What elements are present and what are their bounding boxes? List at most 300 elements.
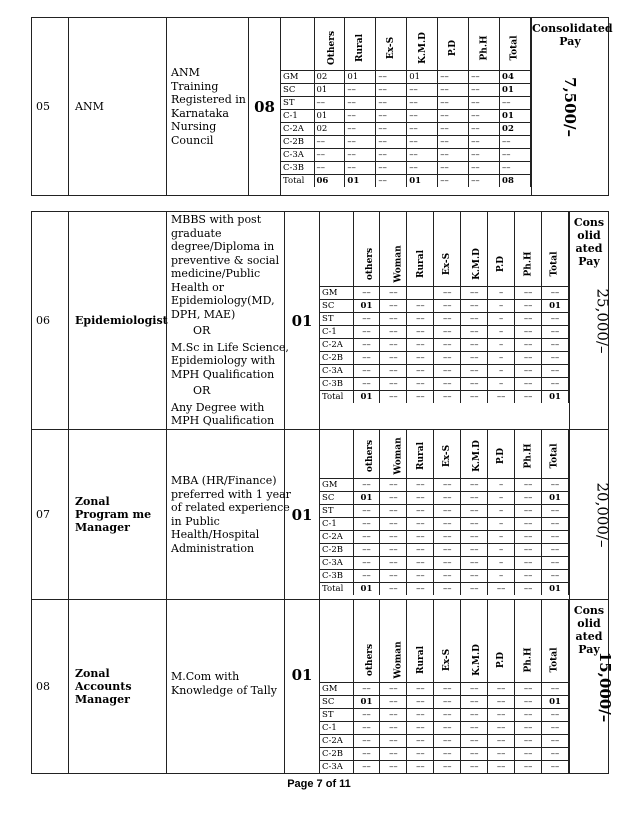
count-cell: ––	[461, 313, 488, 326]
column-header	[345, 18, 376, 71]
qualification-line: DPH, MAE)	[171, 307, 236, 321]
count-cell: ––	[434, 583, 461, 596]
count-cell: ––	[542, 313, 569, 326]
column-header-label: Woman	[394, 245, 405, 283]
pay-amount: 15,000/–	[596, 651, 615, 722]
post-section-05	[32, 18, 609, 196]
reservation-grid	[281, 18, 532, 196]
column-header	[407, 18, 438, 71]
post-name: Zonal Program me Manager	[69, 430, 167, 600]
count-cell: ––	[353, 544, 380, 557]
count-cell: 01	[407, 175, 438, 188]
column-header	[380, 430, 407, 479]
count-cell: ––	[376, 162, 407, 175]
column-header	[407, 430, 434, 479]
header-spacer	[320, 430, 353, 479]
count-cell: ––	[353, 505, 380, 518]
column-header-label: K.M.D	[472, 440, 483, 472]
count-cell: ––	[407, 544, 434, 557]
column-header	[500, 18, 531, 71]
post-section-08	[32, 600, 609, 774]
count-cell: ––	[438, 136, 469, 149]
category-label: GM	[320, 683, 353, 696]
count-cell: –	[488, 378, 515, 391]
count-cell: 01	[345, 175, 376, 188]
column-header-label: Ex-S	[442, 648, 453, 672]
column-header	[461, 212, 488, 287]
reservation-table	[320, 430, 569, 595]
count-cell: ––	[515, 352, 542, 365]
count-cell: ––	[407, 505, 434, 518]
count-cell: ––	[542, 378, 569, 391]
count-cell: ––	[515, 365, 542, 378]
count-cell: 01	[314, 110, 345, 123]
consolidated-pay	[570, 430, 612, 600]
column-header-label: Ph.H	[479, 35, 490, 61]
count-cell: 01	[314, 84, 345, 97]
pay-heading	[532, 22, 613, 48]
count-cell: ––	[353, 287, 380, 300]
qualification-line: Epidemiology(MD,	[171, 294, 275, 308]
qualification-line: preferred with 1 year	[171, 487, 291, 501]
category-row	[320, 378, 569, 391]
column-header	[438, 18, 469, 71]
count-cell: ––	[434, 544, 461, 557]
qualification-line: in Public	[171, 514, 220, 528]
count-cell: ––	[542, 709, 569, 722]
count-cell: ––	[353, 570, 380, 583]
count-cell: ––	[407, 735, 434, 748]
category-label: C-3A	[320, 557, 353, 570]
count-cell: 02	[500, 123, 531, 136]
serial-number: 05	[32, 18, 69, 196]
column-header	[407, 212, 434, 287]
pay-heading-line: ated	[575, 630, 603, 643]
count-cell: ––	[376, 110, 407, 123]
count-cell: –	[488, 557, 515, 570]
count-cell: ––	[407, 557, 434, 570]
count-cell: ––	[380, 583, 407, 596]
count-cell: ––	[488, 748, 515, 761]
consolidated-pay	[570, 212, 612, 430]
qualification-line: M.Sc in Life Science,	[171, 340, 289, 354]
category-label: C-3A	[320, 365, 353, 378]
count-cell: ––	[376, 84, 407, 97]
reservation-table	[281, 18, 531, 187]
column-header	[515, 212, 542, 287]
count-cell: –	[488, 300, 515, 313]
category-label: C-2B	[320, 544, 353, 557]
count-cell: ––	[469, 97, 500, 110]
count-cell: ––	[380, 492, 407, 505]
count-cell: ––	[407, 391, 434, 404]
count-cell: ––	[434, 722, 461, 735]
count-cell: ––	[438, 149, 469, 162]
count-cell: ––	[461, 696, 488, 709]
count-cell: 01	[542, 300, 569, 313]
category-row	[281, 71, 531, 84]
count-cell: ––	[438, 110, 469, 123]
column-header	[380, 600, 407, 683]
column-header-row	[320, 600, 569, 683]
count-cell: ––	[314, 162, 345, 175]
count-cell: ––	[407, 583, 434, 596]
count-cell: ––	[380, 761, 407, 774]
count-cell: ––	[407, 110, 438, 123]
count-cell: ––	[515, 300, 542, 313]
count-cell: ––	[407, 123, 438, 136]
count-cell: ––	[542, 287, 569, 300]
count-cell: ––	[438, 123, 469, 136]
count-cell: ––	[461, 352, 488, 365]
column-header-label: P.D	[496, 447, 507, 465]
count-cell: ––	[407, 97, 438, 110]
column-header-label: Rural	[355, 33, 366, 63]
count-cell: ––	[542, 326, 569, 339]
qualification-line: Nursing	[171, 120, 217, 133]
count-cell: ––	[380, 748, 407, 761]
column-header-label: Ph.H	[523, 443, 534, 469]
column-header-label: P.D	[496, 651, 507, 669]
count-cell: 01	[407, 71, 438, 84]
count-cell: ––	[515, 709, 542, 722]
qualification-line: Any Degree with	[171, 400, 265, 414]
header-spacer	[320, 212, 353, 287]
category-label: C-2A	[320, 339, 353, 352]
count-cell: ––	[461, 722, 488, 735]
count-cell: ––	[461, 339, 488, 352]
count-cell: 06	[314, 175, 345, 188]
category-row	[320, 696, 569, 709]
qualification-line: Epidemiology with	[171, 354, 276, 368]
count-cell: ––	[380, 505, 407, 518]
count-cell: ––	[542, 735, 569, 748]
count-cell: ––	[407, 479, 434, 492]
count-cell: ––	[380, 326, 407, 339]
qualification-line: Administration	[171, 541, 255, 555]
category-row	[320, 544, 569, 557]
category-row	[281, 84, 531, 97]
count-cell: ––	[380, 300, 407, 313]
count-cell: ––	[542, 352, 569, 365]
post-name: ANM	[69, 18, 167, 196]
count-cell: ––	[461, 287, 488, 300]
column-header	[380, 212, 407, 287]
column-header	[488, 212, 515, 287]
category-row	[320, 492, 569, 505]
count-cell: ––	[542, 722, 569, 735]
qualification-line: MBA (HR/Finance)	[171, 474, 277, 487]
category-row	[320, 339, 569, 352]
category-row	[320, 300, 569, 313]
category-label: SC	[281, 84, 314, 97]
count-cell: ––	[469, 123, 500, 136]
count-cell	[407, 287, 434, 300]
count-cell: ––	[314, 149, 345, 162]
count-cell: ––	[407, 748, 434, 761]
count-cell: ––	[461, 583, 488, 596]
pay-amount: 20,000/–	[593, 481, 612, 548]
column-header-label: Ph.H	[523, 251, 534, 277]
count-cell: ––	[353, 761, 380, 774]
column-header	[542, 430, 569, 479]
count-cell: ––	[407, 683, 434, 696]
column-header-label: Others	[326, 30, 337, 66]
count-cell: ––	[353, 709, 380, 722]
count-cell: ––	[515, 313, 542, 326]
qualification	[167, 18, 249, 196]
count-cell: 01	[500, 110, 531, 123]
category-row	[281, 110, 531, 123]
count-cell: ––	[314, 97, 345, 110]
column-header	[314, 18, 345, 71]
category-row	[320, 531, 569, 544]
count-cell: ––	[345, 110, 376, 123]
count-cell: ––	[434, 378, 461, 391]
column-header-label: others	[364, 643, 375, 677]
count-cell: ––	[515, 479, 542, 492]
column-header-row	[320, 430, 569, 479]
category-label: SC	[320, 696, 353, 709]
count-cell: ––	[434, 557, 461, 570]
category-label: C-1	[320, 518, 353, 531]
count-cell: ––	[434, 518, 461, 531]
count-cell: ––	[434, 339, 461, 352]
count-cell: ––	[380, 378, 407, 391]
category-label: C-1	[320, 722, 353, 735]
column-header-label: Ph.H	[523, 647, 534, 673]
count-cell: ––	[353, 352, 380, 365]
category-row	[320, 365, 569, 378]
count-cell: ––	[461, 378, 488, 391]
count-cell: ––	[500, 149, 531, 162]
count-cell: ––	[353, 531, 380, 544]
serial-number: 06	[32, 212, 69, 430]
pay-heading-line: Cons	[573, 604, 605, 617]
count-cell: ––	[438, 175, 469, 188]
column-header	[353, 212, 380, 287]
qualification-line: graduate	[171, 226, 222, 240]
category-row	[320, 557, 569, 570]
count-cell: ––	[353, 557, 380, 570]
pay-amount: 7,500/–	[560, 76, 579, 137]
count-cell: –	[488, 365, 515, 378]
count-cell: ––	[407, 136, 438, 149]
count-cell: ––	[461, 365, 488, 378]
count-cell: ––	[380, 531, 407, 544]
column-header-label: Total	[550, 443, 561, 469]
count-cell: ––	[380, 518, 407, 531]
count-cell: ––	[353, 735, 380, 748]
count-cell: ––	[461, 544, 488, 557]
count-cell: ––	[515, 570, 542, 583]
count-cell: ––	[461, 735, 488, 748]
number-of-posts: 08	[249, 18, 281, 196]
column-header-label: others	[364, 439, 375, 473]
count-cell: ––	[434, 748, 461, 761]
consolidated-pay	[532, 18, 613, 196]
count-cell: ––	[500, 162, 531, 175]
qualification-line: ANM	[171, 66, 200, 79]
category-row	[320, 735, 569, 748]
count-cell: ––	[461, 709, 488, 722]
qualification	[167, 430, 291, 600]
count-cell: ––	[407, 365, 434, 378]
category-label: C-1	[281, 110, 314, 123]
column-header	[515, 430, 542, 479]
count-cell: ––	[407, 722, 434, 735]
category-row	[281, 149, 531, 162]
count-cell: ––	[469, 71, 500, 84]
serial-number: 08	[32, 600, 69, 774]
column-header	[469, 18, 500, 71]
column-header-label: P.D	[448, 39, 459, 57]
count-cell: ––	[407, 352, 434, 365]
count-cell: ––	[461, 391, 488, 404]
category-row	[320, 570, 569, 583]
category-label: ST	[281, 97, 314, 110]
count-cell: ––	[542, 365, 569, 378]
count-cell: ––	[542, 544, 569, 557]
category-label: ST	[320, 313, 353, 326]
count-cell: ––	[515, 748, 542, 761]
category-label: SC	[320, 492, 353, 505]
count-cell: ––	[380, 696, 407, 709]
count-cell: ––	[500, 136, 531, 149]
qualification-line: OR	[193, 384, 211, 398]
page-footer: Page 7 of 11	[287, 778, 351, 790]
count-cell: ––	[434, 735, 461, 748]
qualification-line: Registered in	[171, 93, 246, 106]
column-header	[376, 18, 407, 71]
count-cell: ––	[515, 761, 542, 774]
column-header	[488, 600, 515, 683]
count-cell: ––	[380, 313, 407, 326]
column-header-label: Ex-S	[386, 36, 397, 60]
category-row	[320, 352, 569, 365]
count-cell: ––	[434, 696, 461, 709]
pay-heading	[570, 604, 608, 656]
count-cell: ––	[515, 557, 542, 570]
category-label: C-3A	[320, 761, 353, 774]
count-cell: ––	[488, 696, 515, 709]
qualification-line: Karnataka	[171, 106, 229, 120]
count-cell: ––	[469, 136, 500, 149]
count-cell: ––	[515, 287, 542, 300]
post-section-07	[32, 430, 609, 600]
column-header-label: Total	[550, 251, 561, 277]
post-name: Epidemiologist	[69, 212, 167, 430]
count-cell: ––	[407, 326, 434, 339]
count-cell: 01	[353, 583, 380, 596]
count-cell: ––	[353, 313, 380, 326]
count-cell: –	[488, 313, 515, 326]
category-row	[320, 761, 569, 774]
recruitment-table-top	[31, 17, 613, 196]
category-row	[320, 748, 569, 761]
count-cell: ––	[469, 110, 500, 123]
count-cell: ––	[461, 492, 488, 505]
count-cell: 01	[542, 492, 569, 505]
count-cell: ––	[380, 287, 407, 300]
count-cell: ––	[380, 557, 407, 570]
category-row	[281, 123, 531, 136]
qualification-line: degree/Diploma in	[171, 240, 275, 254]
category-label: SC	[320, 300, 353, 313]
column-header	[515, 600, 542, 683]
count-cell: ––	[434, 326, 461, 339]
pay-amount: 25,000/–	[593, 287, 612, 354]
count-cell: ––	[515, 505, 542, 518]
count-cell: 02	[314, 71, 345, 84]
category-label: GM	[320, 287, 353, 300]
count-cell: ––	[407, 313, 434, 326]
count-cell: ––	[407, 378, 434, 391]
qualification	[167, 600, 285, 774]
column-header-label: K.M.D	[472, 248, 483, 280]
qualification-line: of related experience	[171, 501, 290, 514]
count-cell: ––	[542, 683, 569, 696]
reservation-grid	[320, 600, 570, 774]
count-cell: ––	[407, 518, 434, 531]
count-cell: ––	[542, 479, 569, 492]
count-cell: 01	[542, 583, 569, 596]
count-cell: –	[488, 287, 515, 300]
count-cell: ––	[345, 162, 376, 175]
count-cell: ––	[434, 287, 461, 300]
column-header-label: K.M.D	[472, 644, 483, 676]
count-cell: ––	[380, 735, 407, 748]
qualification-line: Training	[171, 79, 219, 93]
category-label: Total	[281, 175, 314, 188]
count-cell: ––	[407, 149, 438, 162]
count-cell: ––	[469, 149, 500, 162]
qualification-line: M.Com with	[171, 670, 240, 683]
count-cell: ––	[438, 162, 469, 175]
count-cell: ––	[515, 531, 542, 544]
count-cell: ––	[461, 557, 488, 570]
category-label: C-3B	[281, 162, 314, 175]
count-cell: –	[488, 326, 515, 339]
count-cell: ––	[488, 583, 515, 596]
count-cell: ––	[500, 97, 531, 110]
count-cell: ––	[438, 97, 469, 110]
count-cell: ––	[434, 531, 461, 544]
count-cell: ––	[542, 518, 569, 531]
count-cell: ––	[376, 175, 407, 188]
count-cell: –	[488, 518, 515, 531]
category-row	[281, 97, 531, 110]
count-cell: ––	[461, 518, 488, 531]
column-header	[434, 600, 461, 683]
count-cell: ––	[461, 505, 488, 518]
count-cell: 01	[345, 71, 376, 84]
column-header-label: Total	[550, 647, 561, 673]
qualification-line: Health/Hospital	[171, 528, 260, 541]
recruitment-table-bottom	[31, 211, 615, 774]
category-label: C-1	[320, 326, 353, 339]
qualification-line: Council	[171, 133, 214, 147]
pay-heading-line: olid	[577, 617, 601, 630]
qualification-line: Knowledge of Tally	[171, 683, 277, 697]
count-cell: ––	[461, 479, 488, 492]
count-cell: –	[488, 492, 515, 505]
column-header-label: Rural	[416, 645, 427, 675]
category-label: C-2B	[281, 136, 314, 149]
count-cell: 02	[314, 123, 345, 136]
count-cell: 04	[500, 71, 531, 84]
category-label: C-2A	[320, 735, 353, 748]
